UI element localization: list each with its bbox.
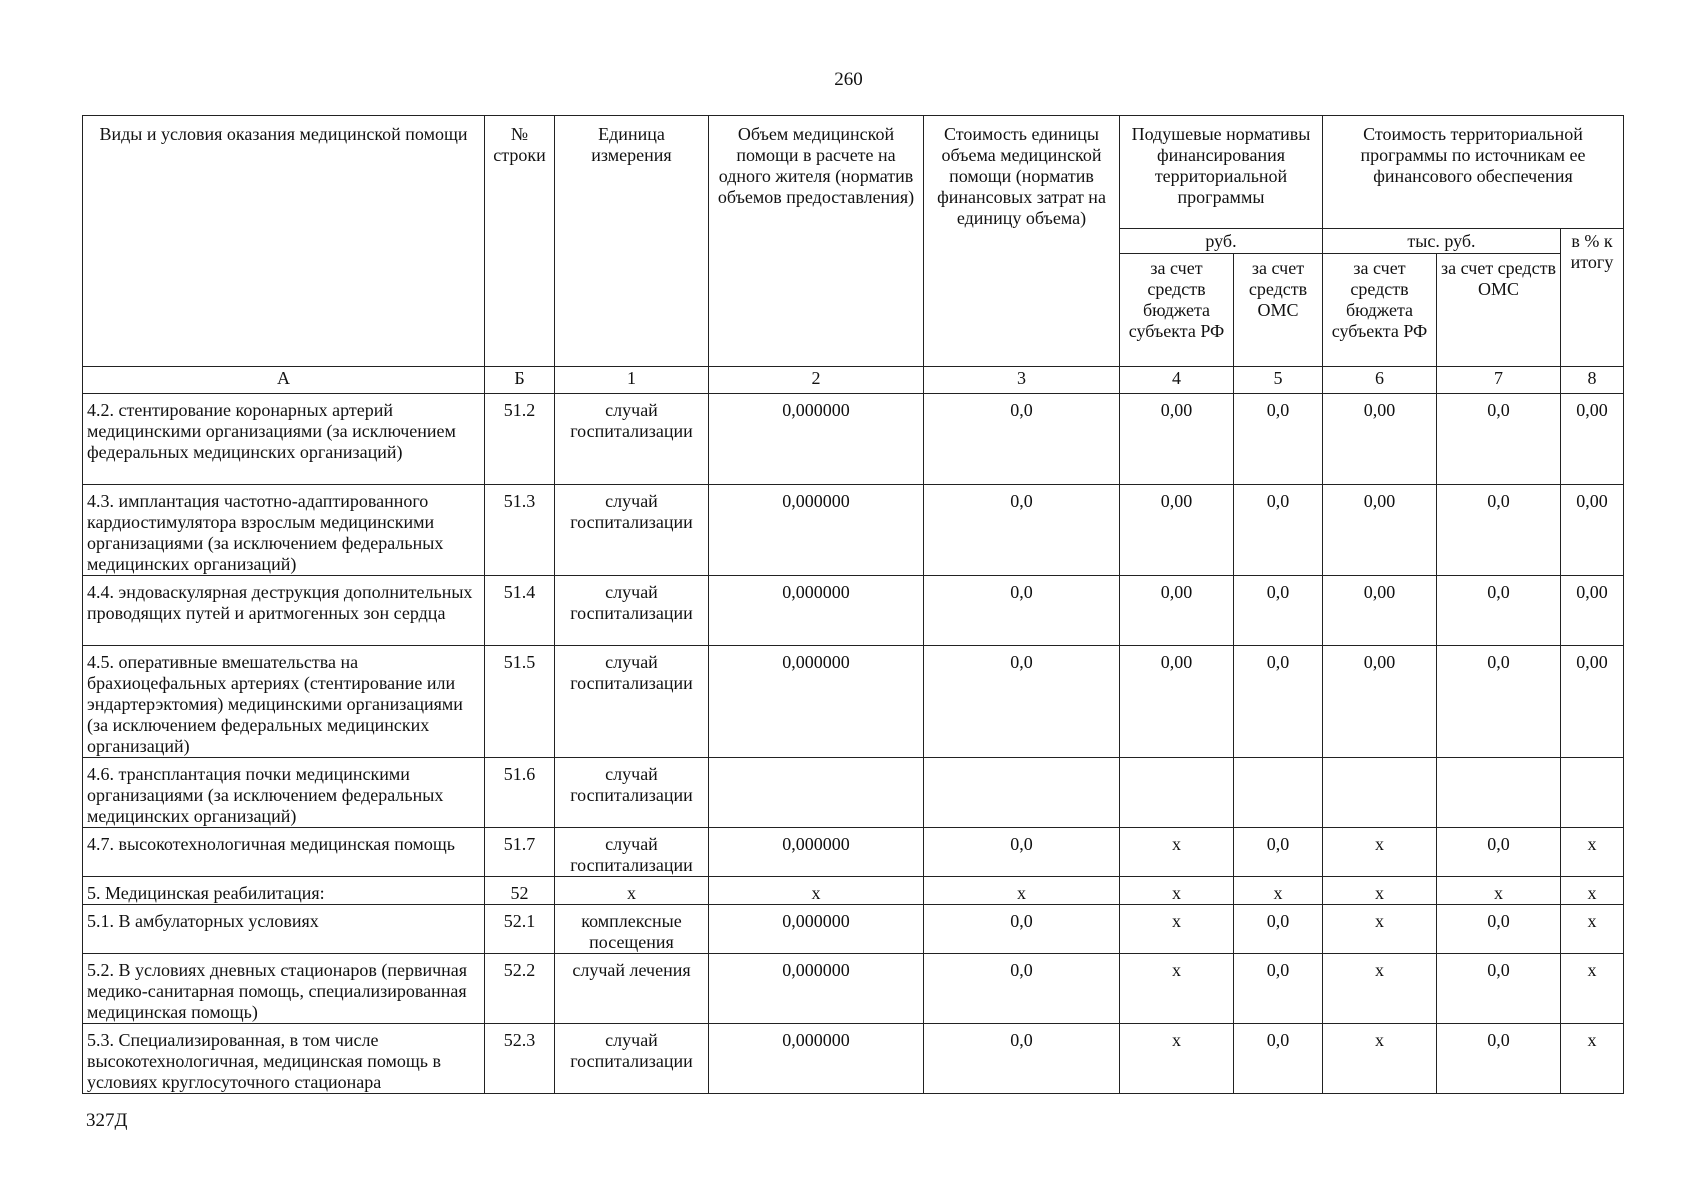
table-cell: 0,00 [1323, 485, 1437, 576]
table-cell: 0,00 [1120, 646, 1234, 758]
index-cell: 5 [1234, 367, 1323, 394]
table-cell: 0,0 [924, 394, 1120, 485]
header-oms-7: за счет средств ОМС [1437, 254, 1561, 367]
table-cell: 0,00 [1561, 646, 1624, 758]
row-name-cell: 4.4. эндоваскулярная деструкция дополнительных проводящих путей и аритмогенных зон сердца [83, 576, 485, 646]
table-cell: 0,0 [924, 576, 1120, 646]
table-row [83, 576, 1624, 646]
table-cell: х [924, 877, 1120, 905]
table-cell: 0,00 [1120, 394, 1234, 485]
table-cell: 0,0 [924, 485, 1120, 576]
row-name-cell: 4.3. имплантация частотно-адаптированного кардиостимулятора взрослым медицинскими организациями (за исключением федеральных медицинских организаций) [83, 485, 485, 576]
header-col-b: № строки [485, 116, 555, 367]
header-col-2: Объем медицинской помощи в расчете на одного жителя (норматив объемов предоставления) [709, 116, 924, 367]
table-cell: 0,00 [1561, 576, 1624, 646]
table-cell: 0,0 [924, 646, 1120, 758]
row-number-cell: 52 [485, 877, 555, 905]
table-cell: х [709, 877, 924, 905]
table-cell: 0,000000 [709, 828, 924, 877]
page-number: 260 [834, 69, 863, 90]
table-cell: х [1120, 905, 1234, 954]
table-cell: 0,0 [1437, 646, 1561, 758]
table-cell: 0,0 [924, 828, 1120, 877]
row-name-cell: 4.5. оперативные вмешательства на брахиоцефальных артериях (стентирование или эндартерэктомия) медицинскими организациями (за исключением федеральных медицинских организаций) [83, 646, 485, 758]
table-cell: 0,0 [1234, 905, 1323, 954]
table-cell: 0,00 [1120, 576, 1234, 646]
table-cell [924, 758, 1120, 828]
table-row [83, 877, 1624, 905]
header-per-capita: Подушевые нормативы финансирования территориальной программы [1120, 116, 1323, 229]
index-cell: Б [485, 367, 555, 394]
table-cell: 0,0 [1234, 576, 1323, 646]
index-cell: 4 [1120, 367, 1234, 394]
header-budget-6: за счет средств бюджета субъекта РФ [1323, 254, 1437, 367]
table-cell: случай госпитализации [555, 758, 709, 828]
table-cell: 0,0 [1234, 828, 1323, 877]
table-cell: х [1120, 877, 1234, 905]
column-index-row [83, 367, 1624, 394]
table-cell: х [1323, 828, 1437, 877]
table-row [83, 954, 1624, 1024]
index-cell: 8 [1561, 367, 1624, 394]
header-percent: в % к итогу [1561, 229, 1624, 367]
table-cell: 0,0 [1234, 1024, 1323, 1094]
table-row [83, 905, 1624, 954]
table-cell: комплексные посещения [555, 905, 709, 954]
table-cell [1437, 758, 1561, 828]
header-program-cost: Стоимость территориальной программы по источникам ее финансового обеспечения [1323, 116, 1624, 229]
row-name-cell: 4.7. высокотехнологичная медицинская помощь [83, 828, 485, 877]
row-name-cell: 5. Медицинская реабилитация: [83, 877, 485, 905]
table-cell: 0,00 [1323, 576, 1437, 646]
index-cell: 1 [555, 367, 709, 394]
index-cell: А [83, 367, 485, 394]
index-cell: 6 [1323, 367, 1437, 394]
table-row [83, 1024, 1624, 1094]
table-cell: случай госпитализации [555, 646, 709, 758]
table-cell: случай госпитализации [555, 576, 709, 646]
table-cell: х [1561, 877, 1624, 905]
table-cell [1323, 758, 1437, 828]
table-cell: 0,000000 [709, 954, 924, 1024]
header-budget-4: за счет средств бюджета субъекта РФ [1120, 254, 1234, 367]
row-number-cell: 51.3 [485, 485, 555, 576]
index-cell: 7 [1437, 367, 1561, 394]
header-oms-5: за счет средств ОМС [1234, 254, 1323, 367]
table-cell: 0,0 [1437, 394, 1561, 485]
table-cell: 0,0 [1234, 485, 1323, 576]
table-cell: 0,000000 [709, 905, 924, 954]
table-cell: случай госпитализации [555, 394, 709, 485]
table-cell: х [1120, 1024, 1234, 1094]
row-number-cell: 51.7 [485, 828, 555, 877]
table-row [83, 394, 1624, 485]
table-cell: х [1323, 877, 1437, 905]
row-number-cell: 51.6 [485, 758, 555, 828]
table-cell: х [1561, 1024, 1624, 1094]
table-cell: 0,0 [924, 905, 1120, 954]
row-number-cell: 51.5 [485, 646, 555, 758]
table-cell: случай госпитализации [555, 828, 709, 877]
table-cell: 0,00 [1561, 485, 1624, 576]
table-cell: 0,0 [1437, 1024, 1561, 1094]
header-col-1: Единица измерения [555, 116, 709, 367]
table-cell [1120, 758, 1234, 828]
table-cell: 0,0 [1437, 905, 1561, 954]
table-cell: х [1234, 877, 1323, 905]
table-cell: 0,000000 [709, 576, 924, 646]
table-row [83, 485, 1624, 576]
header-rub: руб. [1120, 229, 1323, 254]
row-number-cell: 52.3 [485, 1024, 555, 1094]
table-cell: х [1323, 1024, 1437, 1094]
table-cell: х [1120, 828, 1234, 877]
table-cell: 0,0 [1234, 646, 1323, 758]
table-row [83, 758, 1624, 828]
table-cell: случай госпитализации [555, 1024, 709, 1094]
table-cell: 0,000000 [709, 394, 924, 485]
table-cell: 0,0 [1437, 576, 1561, 646]
table-cell: 0,000000 [709, 1024, 924, 1094]
header-thous-rub: тыс. руб. [1323, 229, 1561, 254]
header-col-a: Виды и условия оказания медицинской помощи [83, 116, 485, 367]
document-code: 327Д [86, 1110, 128, 1131]
table-cell: х [1561, 905, 1624, 954]
table-cell: х [1120, 954, 1234, 1024]
table-cell: 0,00 [1120, 485, 1234, 576]
row-name-cell: 4.6. трансплантация почки медицинскими организациями (за исключением федеральных медицинских организаций) [83, 758, 485, 828]
table-cell: 0,0 [1437, 485, 1561, 576]
table-cell: 0,0 [924, 954, 1120, 1024]
table-cell: 0,0 [924, 1024, 1120, 1094]
row-name-cell: 4.2. стентирование коронарных артерий медицинскими организациями (за исключением федеральных медицинских организаций) [83, 394, 485, 485]
header-col-3: Стоимость единицы объема медицинской помощи (норматив финансовых затрат на единицу объема) [924, 116, 1120, 367]
table-cell: х [1561, 954, 1624, 1024]
row-number-cell: 51.4 [485, 576, 555, 646]
table-cell: 0,0 [1234, 954, 1323, 1024]
table-cell: 0,000000 [709, 485, 924, 576]
table-cell: х [1323, 905, 1437, 954]
table-cell: 0,00 [1561, 394, 1624, 485]
table-cell: 0,00 [1323, 394, 1437, 485]
table-cell: х [1561, 828, 1624, 877]
table-cell: 0,00 [1323, 646, 1437, 758]
table-cell: 0,000000 [709, 646, 924, 758]
table-cell [1561, 758, 1624, 828]
table-cell: х [1323, 954, 1437, 1024]
financing-table [82, 115, 1624, 1094]
table-cell: х [555, 877, 709, 905]
table-cell: случай лечения [555, 954, 709, 1024]
table-body [83, 394, 1624, 1094]
table-cell [709, 758, 924, 828]
row-name-cell: 5.1. В амбулаторных условиях [83, 905, 485, 954]
row-number-cell: 52.1 [485, 905, 555, 954]
row-name-cell: 5.2. В условиях дневных стационаров (первичная медико-санитарная помощь, специализированная медицинская помощь) [83, 954, 485, 1024]
table-cell: 0,0 [1437, 828, 1561, 877]
row-name-cell: 5.3. Специализированная, в том числе высокотехнологичная, медицинская помощь в условиях круглосуточного стационара [83, 1024, 485, 1094]
table-cell: случай госпитализации [555, 485, 709, 576]
table-cell: х [1437, 877, 1561, 905]
table-header [83, 116, 1624, 394]
row-number-cell: 52.2 [485, 954, 555, 1024]
table-row [83, 646, 1624, 758]
table-cell: 0,0 [1437, 954, 1561, 1024]
table-cell [1234, 758, 1323, 828]
table-row [83, 828, 1624, 877]
index-cell: 3 [924, 367, 1120, 394]
index-cell: 2 [709, 367, 924, 394]
table-cell: 0,0 [1234, 394, 1323, 485]
row-number-cell: 51.2 [485, 394, 555, 485]
